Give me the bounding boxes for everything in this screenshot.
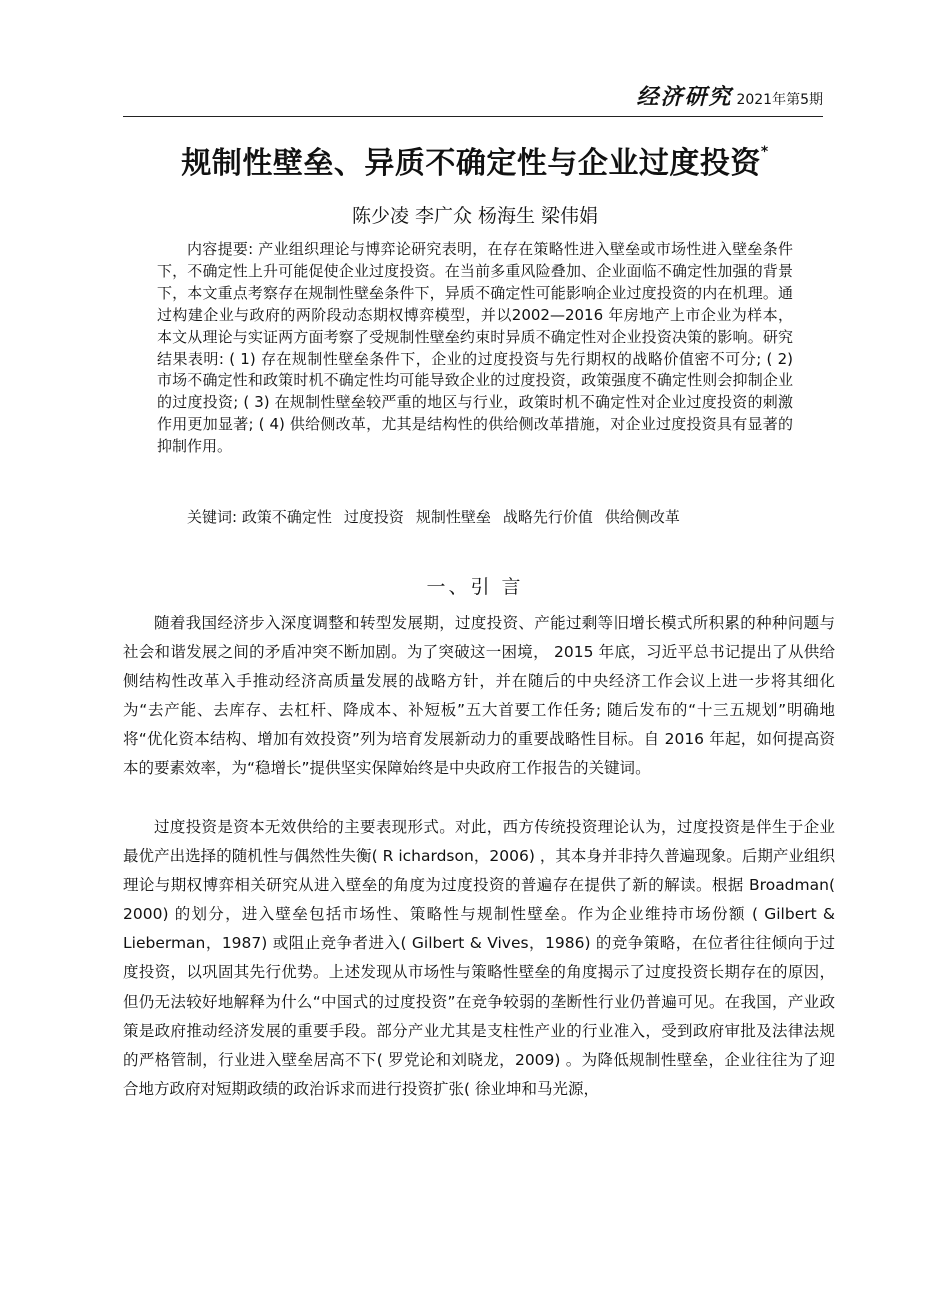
keyword-item: 战略先行价值 <box>502 508 593 526</box>
running-header <box>123 86 823 117</box>
body-paragraph: 随着我国经济步入深度调整和转型发展期，过度投资、产能过剩等旧增长模式所积累的种种问题与社会和谐发展之间的矛盾冲突不断加剧。为了突破这一困境， 2015 年底，习近平总书记提出了从供给侧结构性改革入手推动经济高质量发展的战略方针，并在随后的中央经济工作会议上进一步将其细化为“去产能、去库存、去杠杆、降成本、补短板”五大首要工作任务; 随后发布的“十三五规划”明确地将“优化资本结构、增加有效投资”列为培育发展新动力的重要战略性目标。自 2016 年起，如何提高资本的要素效率，为“稳增长”提供坚实保障始终是中央政府工作报告的关键词。 <box>123 614 835 778</box>
header-right <box>636 80 823 111</box>
issue-label: 2021年第5期 <box>736 92 823 108</box>
paper-title <box>0 138 950 182</box>
keyword-item: 规制性壁垒 <box>415 508 491 526</box>
keywords <box>157 506 793 528</box>
author-list: 陈少凌 李广众 杨海生 梁伟娟 <box>351 205 599 227</box>
keyword-item: 政策不确定性 <box>241 508 332 526</box>
body-paragraph: 过度投资是资本无效供给的主要表现形式。对此，西方传统投资理论认为，过度投资是伴生于企业最优产出选择的随机性与偶然性失衡( R ichardson，2006) ，其本身并非持久普遍现象。后期产业组织理论与期权博弈相关研究从进入壁垒的角度为过度投资的普遍存在提供了新的解读。根据 Broadman( 2000) 的划分，进入壁垒包括市场性、策略性与规制性壁垒。作为企业维持市场份额 ( Gilbert & Lieberman，1987) 或阻止竞争者进入( Gilbert & Vives，1986) 的竞争策略，在位者往往倾向于过度投资，以巩固其先行优势。上述发现从市场性与策略性壁垒的角度揭示了过度投资长期存在的原因，但仍无法较好地解释为什么“中国式的过度投资”在竞争较弱的垄断性行业仍普遍可见。在我国，产业政策是政府推动经济发展的重要手段。部分产业尤其是支柱性产业的行业准入，受到政府审批及法律法规的严格管制，行业进入壁垒居高不下( 罗党论和刘晓龙，2009) 。为降低规制性壁垒，企业往往为了迎合地方政府对短期政绩的政治诉求而进行投资扩张( 徐业坤和马光源， <box>123 818 835 1098</box>
title-footnote-mark: * <box>760 144 769 160</box>
paper-title-text: 规制性壁垒、异质不确定性与企业过度投资 <box>181 146 761 181</box>
keyword-item: 过度投资 <box>343 508 404 526</box>
section-heading: 一、引 言 <box>426 576 524 598</box>
keywords-label: 关键词: <box>187 508 242 526</box>
keyword-item: 供给侧改革 <box>604 508 680 526</box>
journal-logo: 经济研究 <box>636 84 733 110</box>
abstract: 内容提要: 产业组织理论与博弈论研究表明，在存在策略性进入壁垒或市场性进入壁垒条件下，不确定性上升可能促使企业过度投资。在当前多重风险叠加、企业面临不确定性加强的背景下，本文重点考察存在规制性壁垒条件下，异质不确定性可能影响企业过度投资的内在机理。通过构建企业与政府的两阶段动态期权博弈模型，并以2002—2016 年房地产上市企业为样本，本文从理论与实证两方面考察了受规制性壁垒约束时异质不确定性对企业投资决策的影响。研究结果表明: ( 1) 存在规制性壁垒条件下，企业的过度投资与先行期权的战略价值密不可分; ( 2) 市场不确定性和政策时机不确定性均可能导致企业的过度投资，政策强度不确定性则会抑制企业的过度投资; ( 3) 在规制性壁垒较严重的地区与行业，政策时机不确定性对企业过度投资的刺激作用更加显著; ( 4) 供给侧改革，尤其是结构性的供给侧改革措施，对企业过度投资具有显著的抑制作用。 <box>157 240 793 456</box>
